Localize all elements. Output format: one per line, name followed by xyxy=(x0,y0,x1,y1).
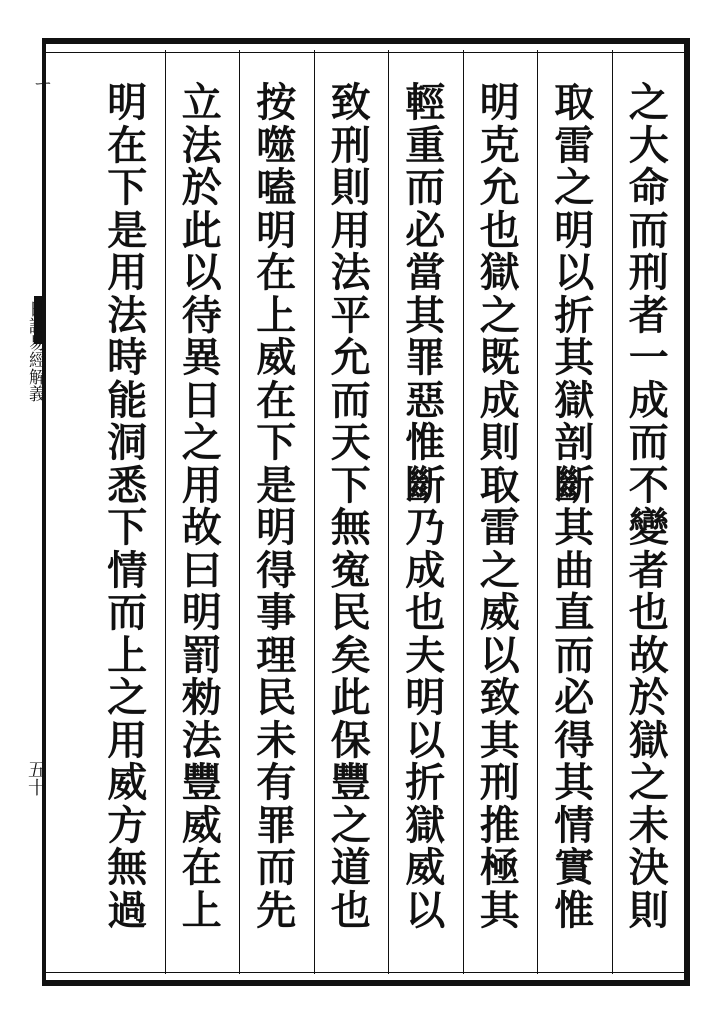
column-rule xyxy=(463,50,464,974)
character: 民 xyxy=(256,674,297,721)
character: 致 xyxy=(330,79,371,126)
character: 乃 xyxy=(405,504,446,551)
character: 之 xyxy=(554,164,595,211)
character: 有 xyxy=(256,759,297,806)
column-rule xyxy=(537,50,538,974)
text-column xyxy=(394,79,456,934)
character: 矣 xyxy=(330,631,371,679)
character: 以 xyxy=(479,631,520,679)
character: 曲 xyxy=(554,546,595,594)
character: 罰 xyxy=(181,631,222,679)
character: 得 xyxy=(256,546,297,594)
character: 未 xyxy=(256,716,297,764)
character: 其 xyxy=(479,716,520,764)
character: 獄 xyxy=(479,249,520,296)
character: 未 xyxy=(628,801,669,849)
character: 以 xyxy=(405,716,446,764)
character: 直 xyxy=(554,589,595,636)
character: 威 xyxy=(256,334,297,381)
text-column xyxy=(245,79,307,934)
character: 之 xyxy=(181,419,222,466)
character: 故 xyxy=(181,504,222,551)
character: 斷 xyxy=(405,461,446,509)
character: 日 xyxy=(181,376,222,424)
character: 者 xyxy=(628,546,669,594)
character: 夫 xyxy=(405,631,446,679)
character: 極 xyxy=(479,844,520,891)
character: 既 xyxy=(479,334,520,381)
text-column xyxy=(320,79,382,934)
text-column xyxy=(96,79,158,934)
character: 豐 xyxy=(330,759,371,806)
character: 克 xyxy=(479,121,520,169)
book-title: 日講易經解義 xyxy=(25,300,45,402)
character: 立 xyxy=(181,79,222,126)
character: 按 xyxy=(256,79,297,126)
character: 成 xyxy=(479,376,520,424)
character: 罪 xyxy=(256,801,297,849)
character: 允 xyxy=(330,334,371,381)
character: 則 xyxy=(628,886,669,934)
character: 雷 xyxy=(479,504,520,551)
character: 用 xyxy=(330,206,371,254)
character: 輕 xyxy=(405,79,446,126)
character: 之 xyxy=(628,759,669,806)
character: 而 xyxy=(628,419,669,466)
character: 上 xyxy=(181,886,222,934)
character: 天 xyxy=(330,419,371,466)
character: 刑 xyxy=(628,249,669,296)
character: 用 xyxy=(107,716,148,764)
character: 理 xyxy=(256,631,297,679)
character: 在 xyxy=(256,249,297,296)
character: 刑 xyxy=(479,759,520,806)
character: 也 xyxy=(628,589,669,636)
edge-mark: ㄧ xyxy=(32,73,55,98)
character: 當 xyxy=(405,249,446,296)
character: 明 xyxy=(554,206,595,254)
character: 平 xyxy=(330,291,371,339)
column-rule xyxy=(239,50,240,974)
character: 雷 xyxy=(554,121,595,169)
character: 變 xyxy=(628,504,669,551)
character: 取 xyxy=(554,79,595,126)
character: 其 xyxy=(554,759,595,806)
character: 能 xyxy=(107,376,148,424)
character: 下 xyxy=(107,164,148,211)
character: 以 xyxy=(405,886,446,934)
character: 上 xyxy=(107,631,148,679)
inner-top-rule xyxy=(42,52,690,53)
character: 法 xyxy=(330,249,371,296)
character: 過 xyxy=(107,886,148,934)
column-rule xyxy=(612,50,613,974)
inner-bottom-rule xyxy=(42,972,690,973)
character: 豐 xyxy=(181,759,222,806)
character: 悉 xyxy=(107,461,148,509)
character: 惡 xyxy=(405,376,446,424)
character: 道 xyxy=(330,844,371,891)
character: 是 xyxy=(256,461,297,509)
character: 噬 xyxy=(256,121,297,169)
character: 威 xyxy=(181,801,222,849)
character: 折 xyxy=(405,759,446,806)
character: 於 xyxy=(181,164,222,211)
character: 必 xyxy=(554,674,595,721)
character: 民 xyxy=(330,589,371,636)
character: 斷 xyxy=(554,461,595,509)
character: 折 xyxy=(554,291,595,339)
character: 明 xyxy=(181,589,222,636)
character: 剖 xyxy=(554,419,595,466)
character: 而 xyxy=(405,164,446,211)
character: 一 xyxy=(628,334,669,381)
character: 用 xyxy=(181,461,222,509)
character: 先 xyxy=(256,886,297,934)
text-column xyxy=(171,79,233,934)
character: 明 xyxy=(256,504,297,551)
character: 待 xyxy=(181,291,222,339)
character: 成 xyxy=(628,376,669,424)
character: 寃 xyxy=(330,546,371,594)
character: 刑 xyxy=(330,121,371,169)
character: 故 xyxy=(628,631,669,679)
page-margin xyxy=(0,0,55,1024)
character: 在 xyxy=(107,121,148,169)
character: 上 xyxy=(256,291,297,339)
character: 法 xyxy=(107,291,148,339)
character: 獄 xyxy=(554,376,595,424)
page-number: 五十 xyxy=(25,760,46,796)
character: 威 xyxy=(107,759,148,806)
character: 則 xyxy=(479,419,520,466)
character: 則 xyxy=(330,164,371,211)
character: 之 xyxy=(107,674,148,721)
character: 而 xyxy=(628,206,669,254)
character: 其 xyxy=(405,291,446,339)
character: 允 xyxy=(479,164,520,211)
character: 嗑 xyxy=(256,164,297,211)
character: 洞 xyxy=(107,419,148,466)
character: 而 xyxy=(256,844,297,891)
character: 之 xyxy=(479,291,520,339)
character: 明 xyxy=(479,79,520,126)
character: 威 xyxy=(405,844,446,891)
character: 在 xyxy=(256,376,297,424)
character: 成 xyxy=(405,546,446,594)
character: 明 xyxy=(107,79,148,126)
character: 大 xyxy=(628,121,669,169)
character: 也 xyxy=(405,589,446,636)
character: 於 xyxy=(628,674,669,721)
character: 也 xyxy=(330,886,371,934)
character: 其 xyxy=(554,504,595,551)
text-column xyxy=(469,79,531,934)
character: 推 xyxy=(479,801,520,849)
character: 方 xyxy=(107,801,148,849)
character: 時 xyxy=(107,334,148,381)
character: 無 xyxy=(330,504,371,551)
character: 下 xyxy=(107,504,148,551)
text-column xyxy=(618,79,680,934)
character: 之 xyxy=(628,79,669,126)
character: 得 xyxy=(554,716,595,764)
character: 其 xyxy=(479,886,520,934)
character: 事 xyxy=(256,589,297,636)
character: 其 xyxy=(554,334,595,381)
character: 用 xyxy=(107,249,148,296)
character: 此 xyxy=(330,674,371,721)
character: 法 xyxy=(181,716,222,764)
character: 惟 xyxy=(405,419,446,466)
character: 決 xyxy=(628,844,669,891)
character: 取 xyxy=(479,461,520,509)
character: 下 xyxy=(256,419,297,466)
column-rule xyxy=(388,50,389,974)
character: 以 xyxy=(181,249,222,296)
character: 異 xyxy=(181,334,222,381)
character: 明 xyxy=(256,206,297,254)
character: 獄 xyxy=(405,801,446,849)
character: 在 xyxy=(181,844,222,891)
column-rule xyxy=(165,50,166,974)
character: 罪 xyxy=(405,334,446,381)
character: 獄 xyxy=(628,716,669,764)
character: 之 xyxy=(330,801,371,849)
character: 曰 xyxy=(181,546,222,594)
character: 重 xyxy=(405,121,446,169)
character: 實 xyxy=(554,844,595,891)
character: 惟 xyxy=(554,886,595,934)
character: 必 xyxy=(405,206,446,254)
character: 此 xyxy=(181,206,222,254)
character: 致 xyxy=(479,674,520,721)
character: 法 xyxy=(181,121,222,169)
column-rule xyxy=(314,50,315,974)
character: 情 xyxy=(107,546,148,594)
character: 下 xyxy=(330,461,371,509)
character: 者 xyxy=(628,291,669,339)
character: 也 xyxy=(479,206,520,254)
text-column xyxy=(543,79,605,934)
character: 而 xyxy=(554,631,595,679)
character: 而 xyxy=(107,589,148,636)
character: 明 xyxy=(405,674,446,721)
character: 命 xyxy=(628,164,669,211)
character: 不 xyxy=(628,461,669,509)
character: 保 xyxy=(330,716,371,764)
character: 情 xyxy=(554,801,595,849)
character: 勑 xyxy=(181,674,222,721)
character: 之 xyxy=(479,546,520,594)
character: 而 xyxy=(330,376,371,424)
character: 無 xyxy=(107,844,148,891)
character: 是 xyxy=(107,206,148,254)
character: 威 xyxy=(479,589,520,636)
character: 以 xyxy=(554,249,595,296)
